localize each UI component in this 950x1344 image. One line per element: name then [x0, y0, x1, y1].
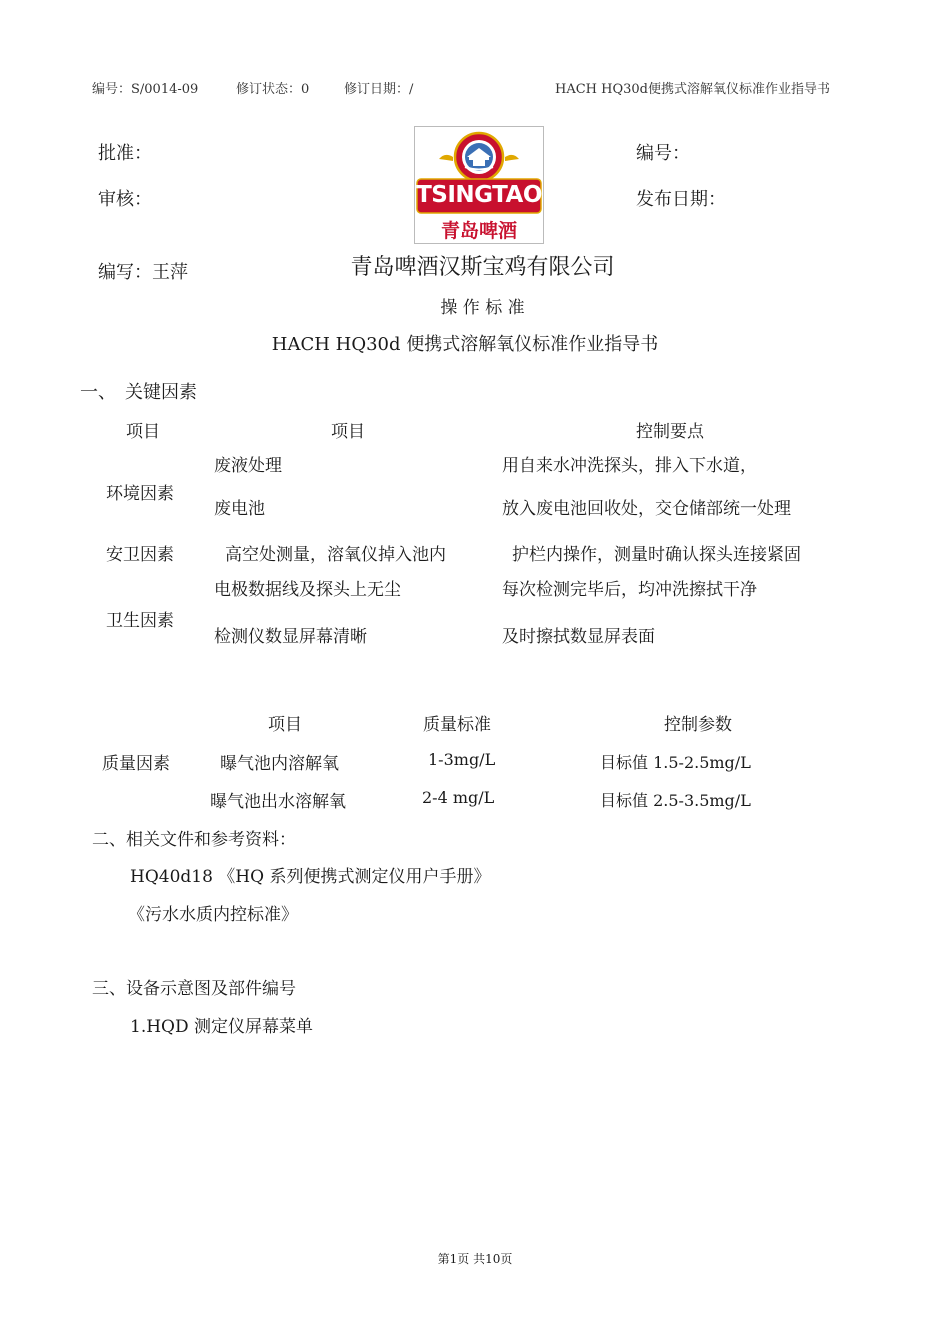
company-name: 青岛啤酒汉斯宝鸡有限公司 — [350, 255, 615, 280]
table-row-point: 及时擦拭数显屏表面 — [502, 627, 655, 647]
main-title: HACH HQ30d 便携式溶解氧仪标准作业指导书 — [271, 334, 659, 355]
category-safety: 安卫因素 — [106, 545, 174, 565]
number-label: 编号： — [636, 143, 690, 164]
quality-row-param: 目标值 1.5-2.5mg/L — [600, 753, 751, 772]
quality-row-item: 曝气池内溶解氧 — [220, 754, 339, 774]
quality-header-param: 控制参数 — [664, 715, 732, 735]
approve-label: 批准： — [98, 143, 152, 164]
header-revision-date: 修订日期：/ — [344, 82, 414, 97]
reference-item: HQ40d18 《HQ 系列便携式测定仪用户手册》 — [130, 867, 491, 887]
category-quality: 质量因素 — [102, 754, 170, 774]
section3-item1: 1.HQD 测定仪屏幕菜单 — [130, 1017, 314, 1037]
quality-row-standard: 1-3mg/L — [428, 750, 496, 769]
logo-brand-en: TSINGTAO — [416, 182, 542, 208]
table-row-item: 高空处测量，溶氧仪掉入池内 — [225, 545, 446, 565]
category-hygiene: 卫生因素 — [106, 611, 174, 631]
category-environment: 环境因素 — [106, 484, 174, 504]
tsingtao-logo — [414, 126, 544, 244]
table-row-item: 废电池 — [214, 499, 265, 519]
quality-header-standard: 质量标准 — [423, 715, 491, 735]
table-header-item: 项目 — [331, 422, 365, 442]
logo-brand-cn: 青岛啤酒 — [440, 220, 517, 242]
table-row-item: 电极数据线及探头上无尘 — [214, 580, 401, 600]
section2-heading: 二、相关文件和参考资料： — [92, 830, 296, 850]
table-row-point: 护栏内操作，测量时确认探头连接紧固 — [512, 545, 801, 565]
review-label: 审核： — [98, 189, 152, 210]
doc-type: 操 作 标 准 — [440, 298, 525, 318]
table-header-category: 项目 — [126, 422, 160, 442]
table-header-control-point: 控制要点 — [636, 422, 704, 442]
quality-row-standard: 2-4 mg/L — [422, 788, 495, 807]
header-doc-no: 编号：S/0014-09 — [92, 82, 199, 97]
table-row-point: 用自来水冲洗探头，排入下水道， — [502, 456, 757, 476]
quality-row-item: 曝气池出水溶解氧 — [210, 792, 346, 812]
header-doc-title: HACH HQ30d便携式溶解氧仪标准作业指导书 — [555, 82, 830, 97]
section3-heading: 三、设备示意图及部件编号 — [92, 979, 296, 999]
header-revision-status: 修订状态：0 — [236, 82, 310, 97]
reference-item: 《污水水质内控标准》 — [128, 905, 298, 925]
quality-row-param: 目标值 2.5-3.5mg/L — [600, 791, 751, 810]
page-footer: 第1页 共10页 — [437, 1252, 513, 1266]
section1-heading: 一、 关键因素 — [80, 382, 197, 403]
publish-date-label: 发布日期： — [636, 189, 726, 210]
author-label: 编写：王萍 — [98, 262, 188, 283]
table-row-item: 检测仪数显屏幕清晰 — [214, 627, 367, 647]
quality-header-item: 项目 — [268, 715, 302, 735]
table-row-point: 每次检测完毕后，均冲洗擦拭干净 — [502, 580, 757, 600]
table-row-item: 废液处理 — [214, 456, 282, 476]
table-row-point: 放入废电池回收处，交仓储部统一处理 — [502, 499, 791, 519]
